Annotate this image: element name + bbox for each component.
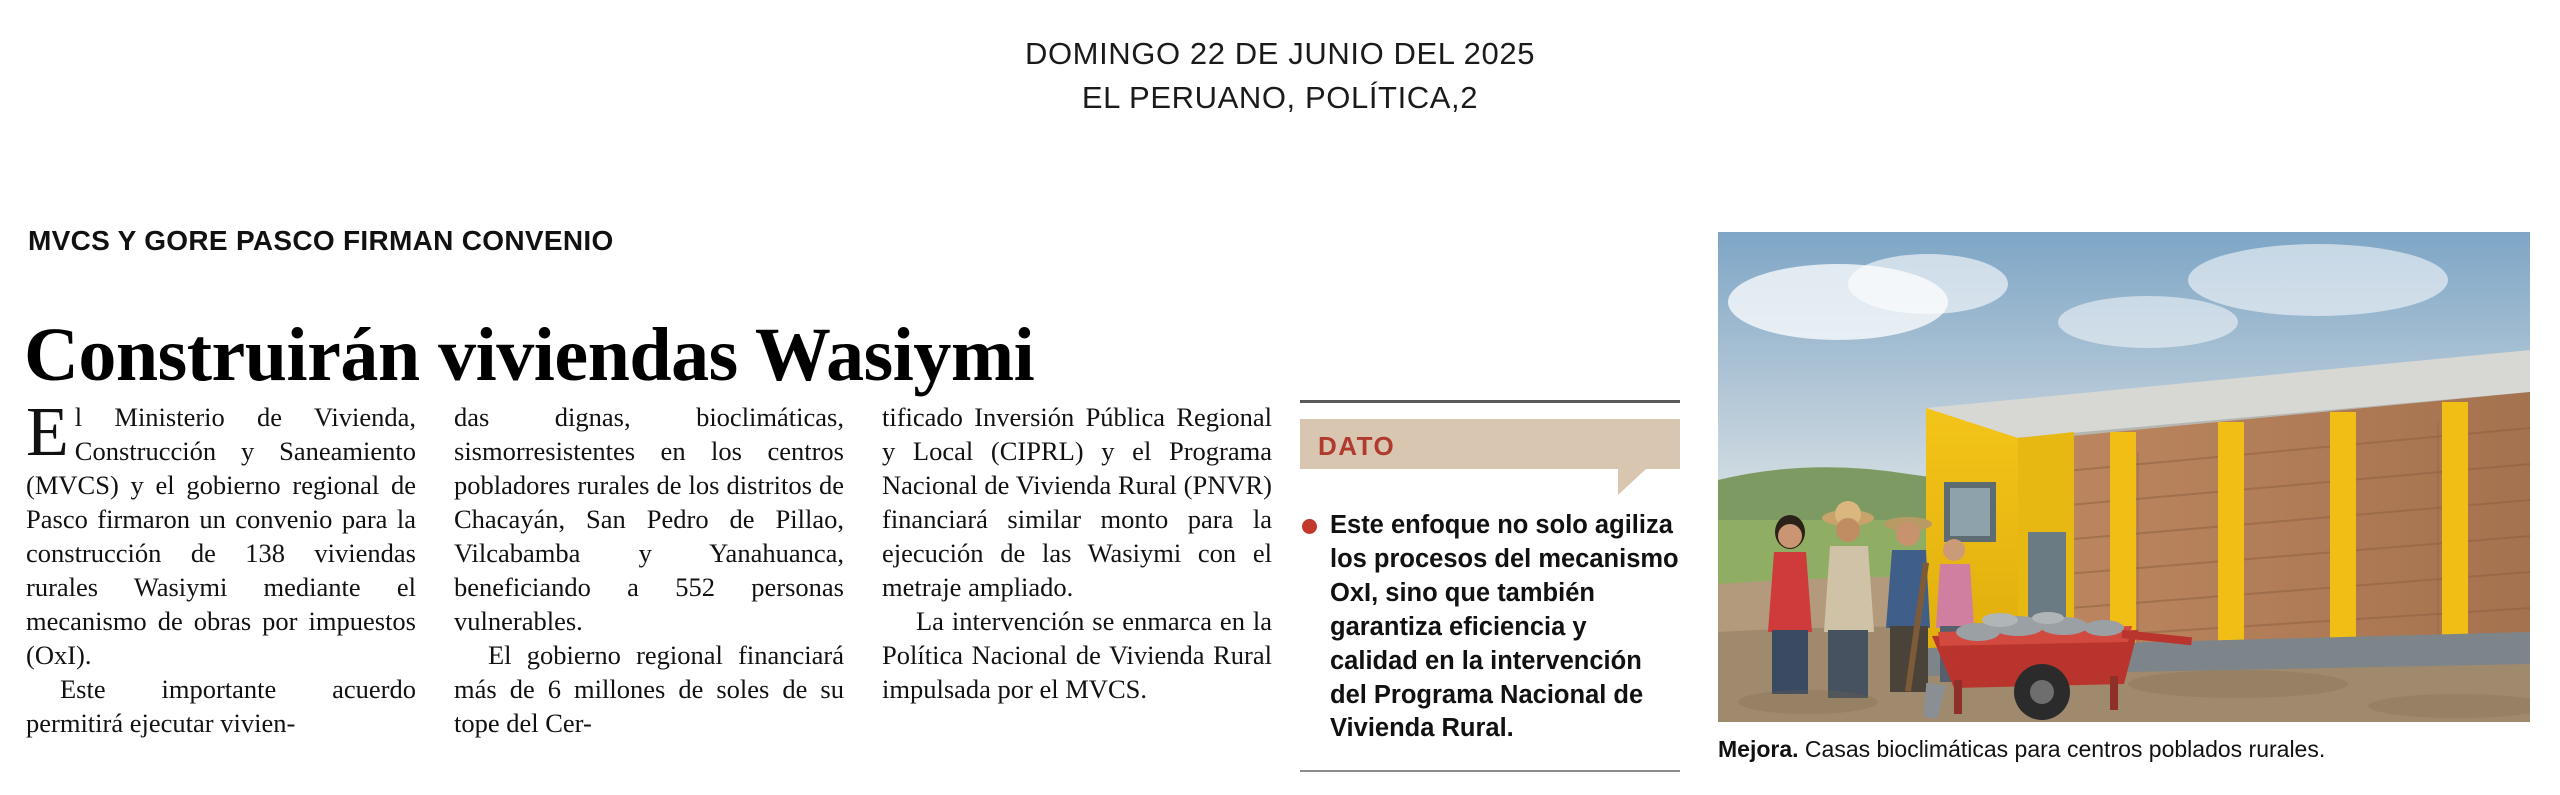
article-photo [1718,232,2530,722]
paragraph: das dignas, bioclimáticas, sismorresistentes en los centros pobladores rurales de los distritos de Chacayán, San Pedro de Pillao, Vilcabamba y Yanahuanca, beneficiando a 552 personas vulnerables. [454,402,844,637]
paragraph: tificado Inversión Pública Regional y Local (CIPRL) y el Programa Nacional de Vivienda Rural (PNVR) financiará similar monto para la ejecución de las Wasiymi con el metraje ampliado. [882,402,1272,603]
dato-tab [1300,419,1680,469]
dato-notch-shape [1618,469,1646,495]
paragraph: Este importante acuerdo permitirá ejecutar vivien- [26,674,416,739]
paragraph: El gobierno regional financiará más de 6 millones de soles de su tope del Cer- [454,640,844,739]
photo-caption [1718,736,2530,763]
caption-lead: Mejora. [1718,736,1799,762]
drop-cap: E [26,394,69,471]
dato-text: Este enfoque no solo agiliza los procesos del mecanismo OxI, sino que también garantiza eficiencia y calidad en la intervención del Programa Nacional de Vivienda Rural. [1330,511,1679,743]
paragraph [26,394,416,672]
masthead [0,36,2560,116]
caption-text: Casas bioclimáticas para centros poblados rurales. [1798,736,2326,762]
masthead-publication: EL PERUANO, POLÍTICA,2 [1081,80,1479,115]
article-column-1 [26,394,416,740]
paragraph: La intervención se enmarca en la Política Nacional de Vivienda Rural impulsada por el MVCS. [882,606,1272,705]
dato-top-rule [1300,400,1680,403]
photo-illustration [1718,232,2530,722]
article-body [26,394,1286,790]
dato-label: DATO [1318,431,1396,461]
dato-text-block [1300,509,1680,746]
page-title: Construirán viviendas Wasiymi [24,312,1035,397]
article-kicker: MVCS Y GORE PASCO FIRMAN CONVENIO [28,225,614,256]
article-column-2 [454,400,844,740]
dato-box [1300,400,1680,746]
bullet-icon [1302,519,1317,534]
dato-bottom-rule [1300,770,1680,772]
article-column-3 [882,400,1272,706]
paragraph-text: l Ministerio de Vivienda, Construcción y Saneamiento (MVCS) y el gobierno regional de Pasco firmaron un convenio para la construcción de 138 viviendas rurales Wasiymi mediante el mecanismo de obras por impuestos (OxI). [26,402,416,671]
masthead-date: DOMINGO 22 DE JUNIO DEL 2025 [1024,36,1536,71]
